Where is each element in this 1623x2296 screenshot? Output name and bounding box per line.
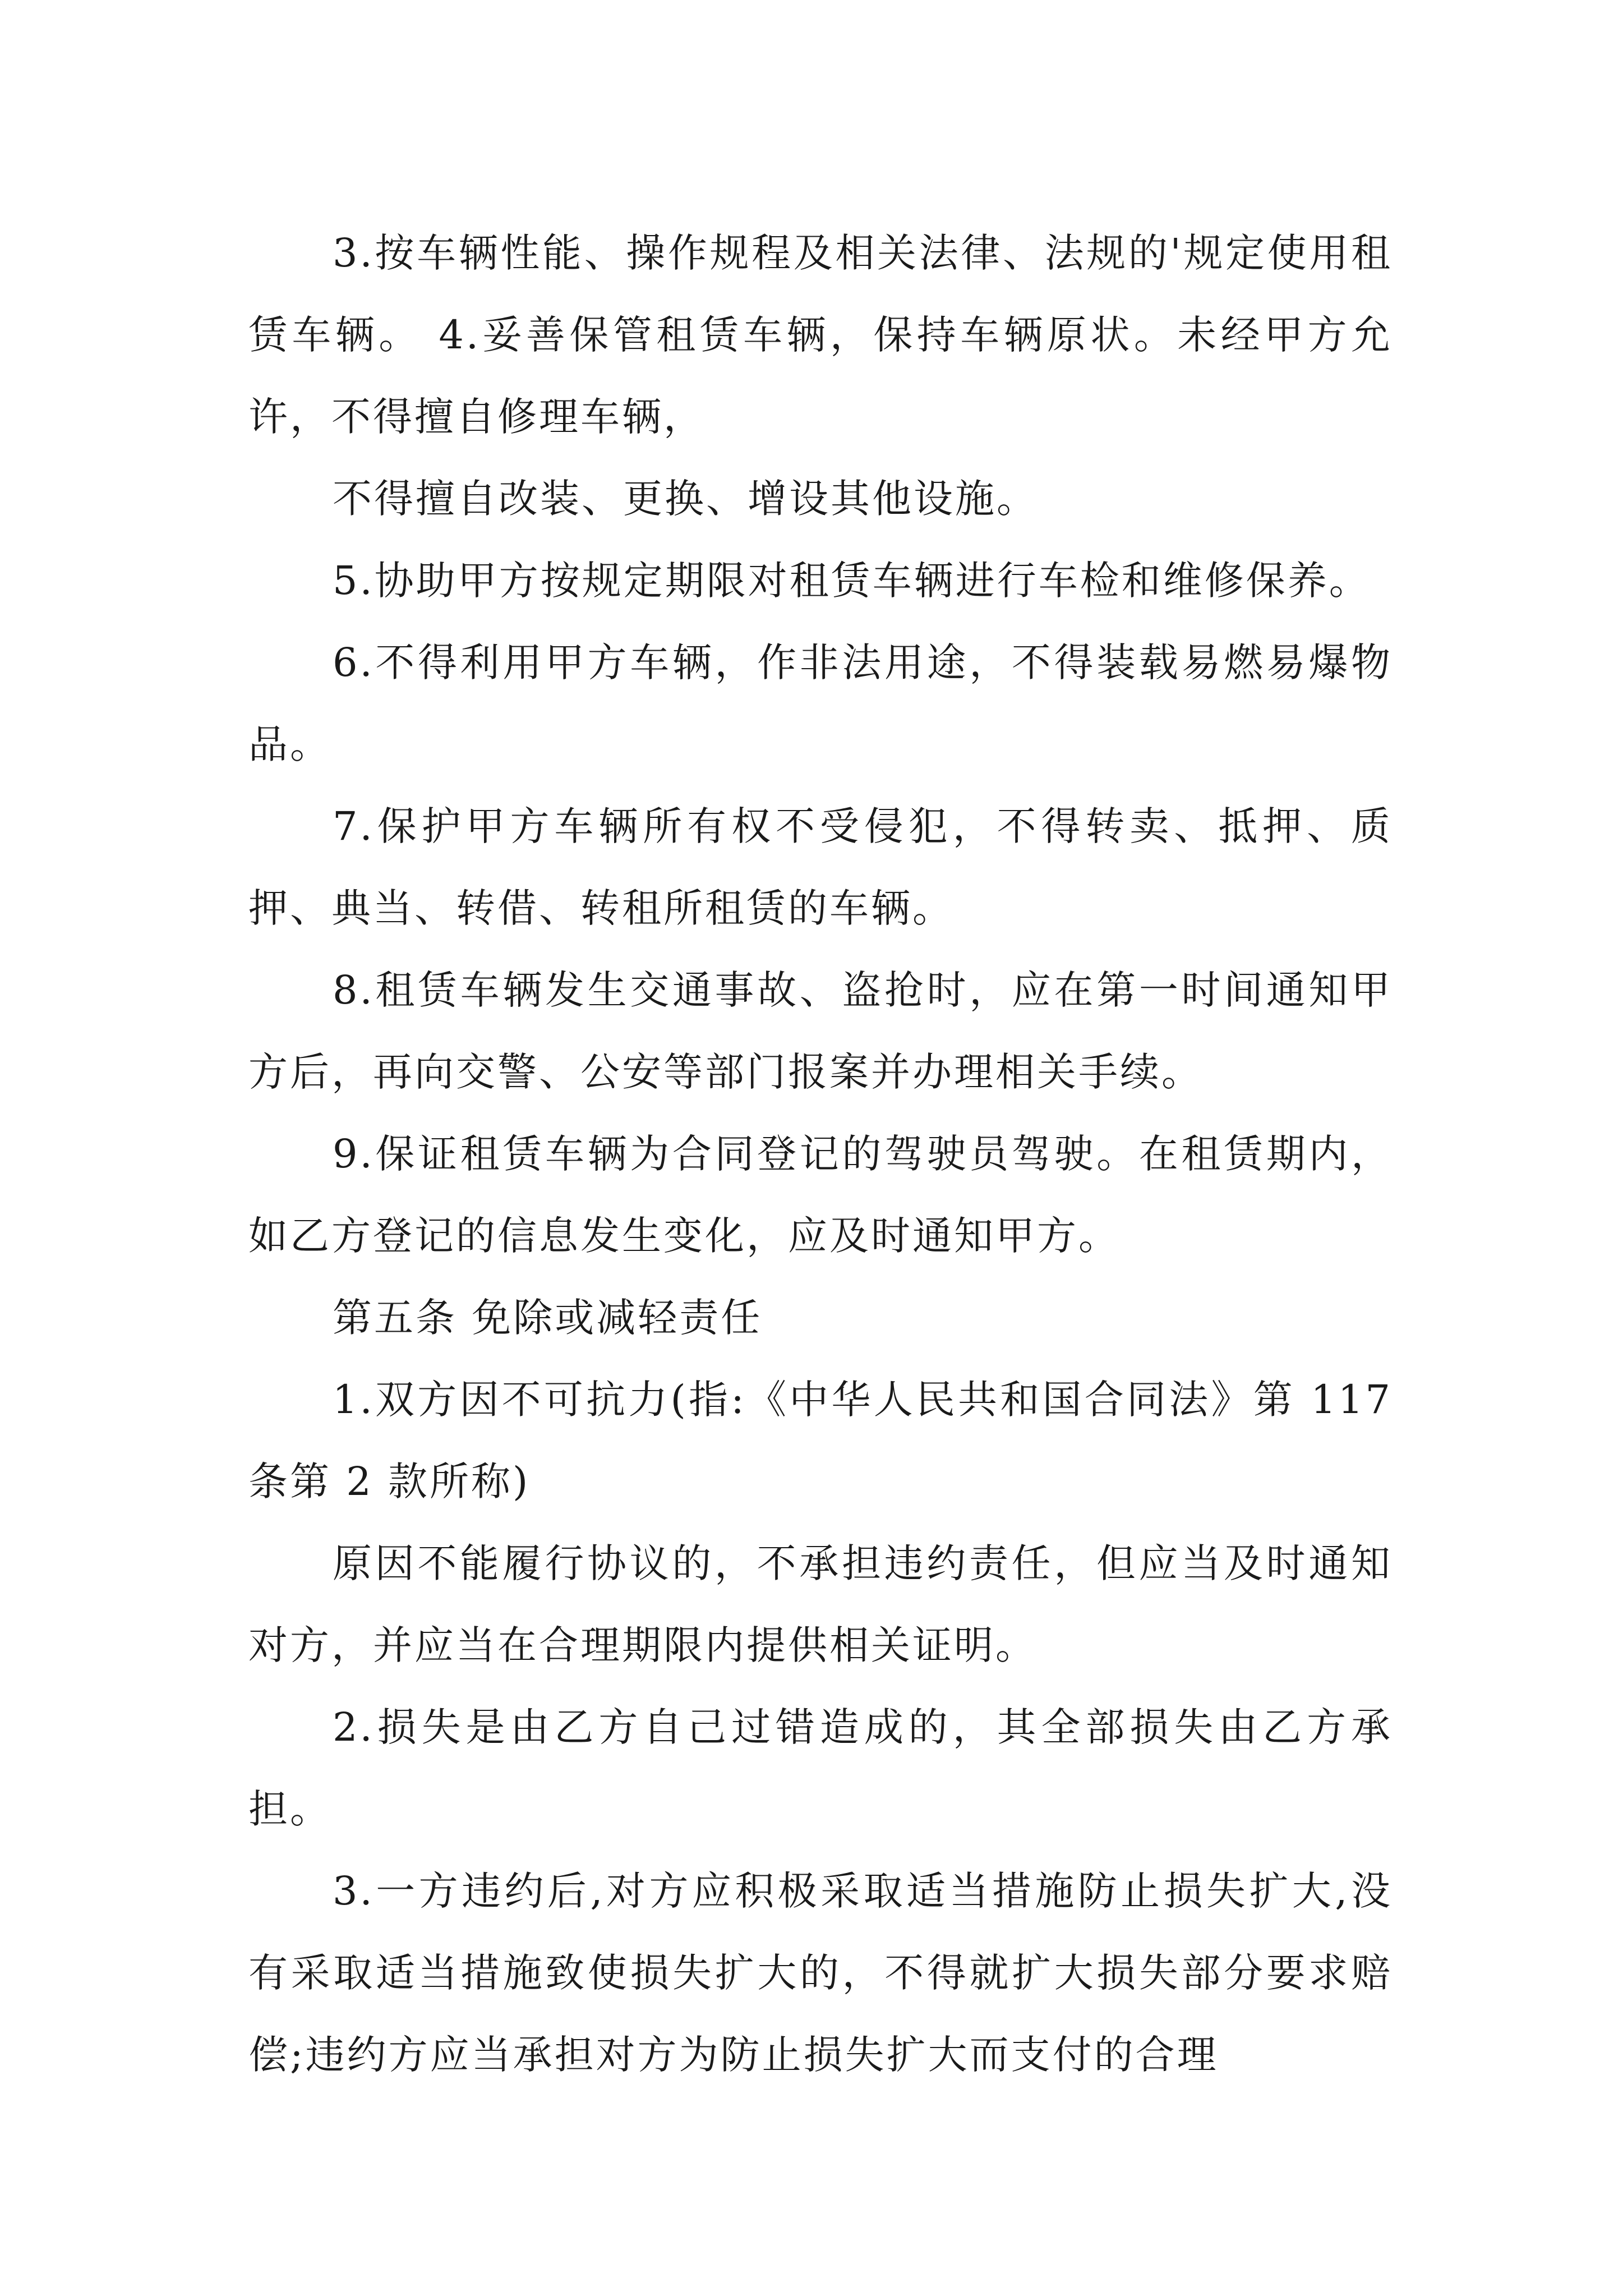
- paragraph-clause-5: 5.协助甲方按规定期限对租赁车辆进行车检和维修保养。: [333, 558, 1371, 604]
- paragraph-mitigation: 3.一方违约后,对方应积极采取适当措施防止损失扩大,没有采取适当措施致使损失扩大的，不得就扩大损失部分要求赔偿;违约方应当承担对方为防止损失扩大而支付的合理: [248, 1868, 1393, 2078]
- section-heading-article-5: 第五条 免除或减轻责任: [333, 1295, 763, 1341]
- paragraph-clause-8: 8.租赁车辆发生交通事故、盗抢时，应在第一时间通知甲方后，再向交警、公安等部门报案并办理相关手续。: [248, 967, 1393, 1095]
- paragraph-clause-3-4: 3.按车辆性能、操作规程及相关法律、法规的'规定使用租赁车辆。 4.妥善保管租赁车辆，保持车辆原状。未经甲方允许，不得擅自修理车辆，: [248, 230, 1393, 440]
- paragraph-clause-6: 6.不得利用甲方车辆，作非法用途，不得装载易燃易爆物品。: [248, 639, 1393, 767]
- paragraph-clause-9: 9.保证租赁车辆为合同登记的驾驶员驾驶。在租赁期内，如乙方登记的信息发生变化，应及时通知甲方。: [248, 1131, 1393, 1259]
- paragraph-clause-7: 7.保护甲方车辆所有权不受侵犯，不得转卖、抵押、质押、典当、转借、转租所租赁的车辆。: [248, 803, 1393, 931]
- paragraph-force-majeure: 1.双方因不可抗力(指:《中华人民共和国合同法》第 117 条第 2 款所称): [248, 1377, 1393, 1504]
- paragraph-no-modification: 不得擅自改装、更换、增设其他设施。: [333, 476, 1038, 522]
- document-body: [248, 212, 1393, 2096]
- paragraph-party-b-fault: 2.损失是由乙方自己过错造成的，其全部损失由乙方承担。: [248, 1704, 1393, 1832]
- paragraph-force-majeure-continued: 原因不能履行协议的，不承担违约责任，但应当及时通知对方，并应当在合理期限内提供相关证明。: [248, 1540, 1393, 1668]
